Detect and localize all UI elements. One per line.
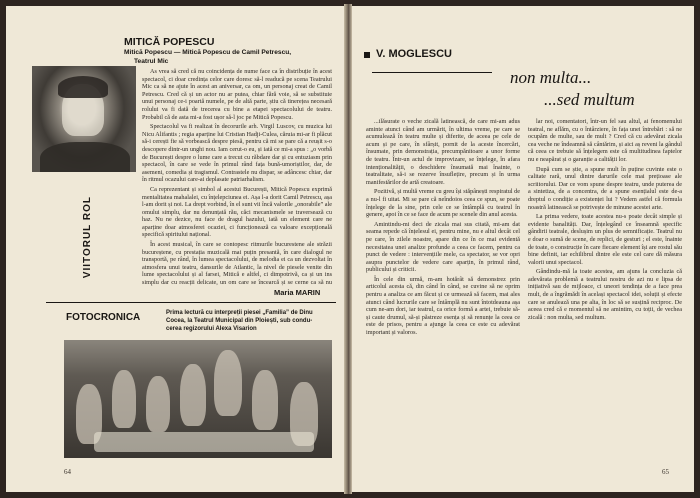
paragraph: Spectacolul va fi realizat în decorurile arh. Virgil Luscov, cu muzica lui Nicu Alifantis ; regia aparține lui Cristian Hadji-Culea, căruia mi-ar fi plăcut să-i cerești fie să vorbească despre piesă, pentru că mi se pare că a reușit s-o descopere dintr-un unghi nou. Iam cerut-o eu, și iată ce mi-a spus : „o vorbă de București despre o lume care a trecut cu răbdare dar și cu entuziasm prin spectacol, în care se vede în primul rând fața bună-umoriștilor, dar, de asemeni, comedia și tragismul. Contrastele nu dispar, se adâncesc chiar, dar în ritmul ocazului care-ai deplasate patriarhalism.	[142, 123, 332, 184]
left-author: Maria MARIN	[274, 288, 321, 297]
paragraph: lar noi, comentatori, într-un fel sau altul, ai fenomenului teatral, ne aflăm, cu o întârziere, în fața unei întrebări : să ne ocupăm de multe, sau de mult ? Cred că cu adevărat zicala cea veche ne îndeamnă să cântărim, și aici aș reveni la gândul că ceea ce trebuie să înțelegem este că multitudinea faptelor nu e neapărat și o garanție a calității lor.	[528, 118, 682, 163]
left-page-number: 64	[64, 468, 71, 476]
separator-rule	[46, 302, 336, 303]
photo-caption-1: Prima lectură cu interpreții piesei „Familia” de Dinu	[166, 310, 313, 316]
right-page	[352, 6, 694, 492]
left-page	[6, 6, 344, 492]
portrait-photo	[32, 66, 136, 172]
title-line-2: ...sed multum	[544, 90, 635, 109]
side-label: VIITORUL ROL	[82, 196, 93, 279]
paragraph: Amintindu-mi deci de zicala mai sus citată, mi-am dat seama repede că înțelesul ei, pentru mine, nu e altul decât cel pe care, în zilele noastre, apare din ce în ce mai evidentă necesitatea unei analize profunde a ceea ce facem, pentru ca punct de vedere : intervențiile mele, ca spectator, se vor opri asupra punctelor de vedere care aparțin, în primul rând, publicului și criticii.	[366, 220, 520, 274]
title-rule	[372, 72, 492, 73]
fotocronica-label: FOTOCRONICA	[66, 312, 141, 323]
left-article-body	[142, 68, 332, 286]
table-shape	[94, 432, 314, 452]
group-photo	[64, 340, 332, 458]
paragraph: Pozitivă, și multă vreme cu greu își stăpânești respiratul de a nu-l fi uitat. Mi se pare că neîndoios ceea ce spun, se poate înțelege de la sine, prin cele ce se întâmplă cu teatrul în genere, apoi în ce se face de acum pe scenele din anul acesta.	[366, 188, 520, 219]
right-author: V. MOGLESCU	[376, 48, 452, 60]
title-line-1: non multa...	[510, 68, 592, 87]
author-marker	[364, 52, 370, 58]
paragraph: În cele din urmă, m-am hotărât să demonstrez prin articolul acesta că, din când în când, se cuvine să ne oprim pentru a analiza ce am făcut și ce urmează să facem, mai ales atunci când lucrurile care se întâmplă nu sunt întotdeauna așa cum ne-am dori, iar teatrul, ca orice formă a artei, trebuie să-și caute drumul, să-și păstreze esența și să renunțe la ceea ce este de prisos, pentru a ajunge la ceea ce este cu adevărat important și valoros.	[366, 275, 520, 337]
person-figure	[146, 376, 170, 432]
right-column-1	[366, 118, 520, 454]
article-subtitle-2: Teatrul Mic	[134, 58, 169, 65]
paragraph: După cum se știe, a spune mult în puține cuvinte este o calitate rară, unul dintre darurile cele mai prețioase ale scriitorului. Dar ce vom spune despre teatru, unde puterea de a sintetiza, de a concentra, de a spune esențialul este de-a dreptul o condiție a existenței lui ? Vedem astfel că formula noastră latinească se potrivește de minune acestei arte.	[528, 165, 682, 211]
paragraph: Ca reprezentant și simbol al acestui București, Mitică Popescu exprimă mentalitatea mahalalei, cu înțelepciunea ei. Așa l-a dorit Camil Petrescu, așa l-am dorit și noi. La drept vorbind, în el sunt vii încă valorile „onorabile” ale omului simplu, dar nu denunțată rău, căci mecanismele se traversează cu haz. Nu ne dezice, nu face de dragul hazului, iată un element care ne aparține doar atmosferei ocaziei, ci funcționează ca valoare excepțională specifică spiritului național.	[142, 185, 332, 239]
right-column-2	[528, 118, 682, 454]
paragraph: ...ilăsurate o veche zicală latinească, de care mi-am adus aminte atunci când am urmărit, în ultima vreme, pe care se acumulează în teatru multe și diferite, de aceea pe cele de acum și pe care, în sfârșit, pornit de la aceste încercări, însumate, prin demonstrația, precumpănitoare a unor forme de teatru. Într-un actul de improvizare, se înțelege, în afara intenționalității, o deschidere însumată mai înainte, o teatralitate, să-i se rezerve însuflețire, precum și în urma manifestărilor de artă creatoare.	[366, 118, 520, 186]
paragraph: As vrea să cred că nu coincidența de nume face ca în distribuție în acest spectacol, ci doar credința celor care doresc să-l readucă pe scena Teatrului Mic ca să ne ajute în acest an aniversar, ca om, un personaj creat de Camil Petrescu. Cred că și un actor nu ar putea, chiar fără voie, să se substituie unui personaj ce-i poartă numele, pe de altă parte, știu că tinerețea necesară rolului va fi dată de trecerea cu bine a etapei spectacolului de teatru. Probabil că de asta mi-a fost ușor să-l joc pe Mitică Popescu.	[142, 68, 332, 121]
person-figure	[252, 370, 278, 430]
person-figure	[180, 364, 206, 426]
article-title: MITICĂ POPESCU	[124, 36, 215, 48]
article-subtitle-1: Mitică Popescu — Mitică Popescu de Camil Petrescu,	[124, 49, 292, 56]
portrait-hair	[58, 76, 108, 98]
photo-caption-2: Cocea, la Teatrul Municipal din Ploiești, sub condu-	[166, 318, 313, 324]
right-page-number: 65	[662, 468, 669, 476]
person-figure	[112, 370, 136, 428]
paragraph: Gândindu-mă la toate acestea, am ajuns la concluzia că adevărata problemă a teatrului nostru de azi nu e lipsa de inițiativă sau de mijloace, ci uneori tendința de a face prea mult, de a îngrămădi în același spectacol idei, soluții și efecte care se anulează una pe alta, în loc să se susțină reciproc. De aceea cred că e momentul să ne amintim, cu toții, de vechea zicală : non multa, sed multum.	[528, 268, 682, 321]
paragraph: În acest musical, în care se contopesc ritmurile bucurestene ale străzii bucureștene, cu prestația muzicală mai puțin presantă, în care dialogul ne transportă, pe rând, în lumea spectacolului, de melodia ei ca un dezvoltat în atmosfera unui teatru, dansurile de Atlantic, la nivel de piesele venite din lume spectacolului și al farsei, Mitică e altfel, ci dimpotrivă, ca și un ins simplu dar cu reacții delicate, un om care se încearcă și se cerne ca să nu	[142, 241, 332, 286]
photo-caption-3: cerea regizorului Alexa Visarion	[166, 326, 257, 332]
paragraph: La prima vedere, toate acestea nu-s poate decât simple și evidente banalități. Dar, înțelegând ce înseamnă specific gândirii teatrale, deslușim un plus de semnificație. Teatrul nu e doar o sumă de scene, de replici, de gesturi ; el este, înainte de toate, o construcție în care fiecare element își are rostul său bine definit, iar echilibrul dintre ele este cel care dă măsura valorii unui spectacol.	[528, 213, 682, 266]
page-gutter	[344, 4, 352, 494]
portrait-shoulders	[40, 142, 130, 172]
person-figure	[214, 350, 242, 416]
